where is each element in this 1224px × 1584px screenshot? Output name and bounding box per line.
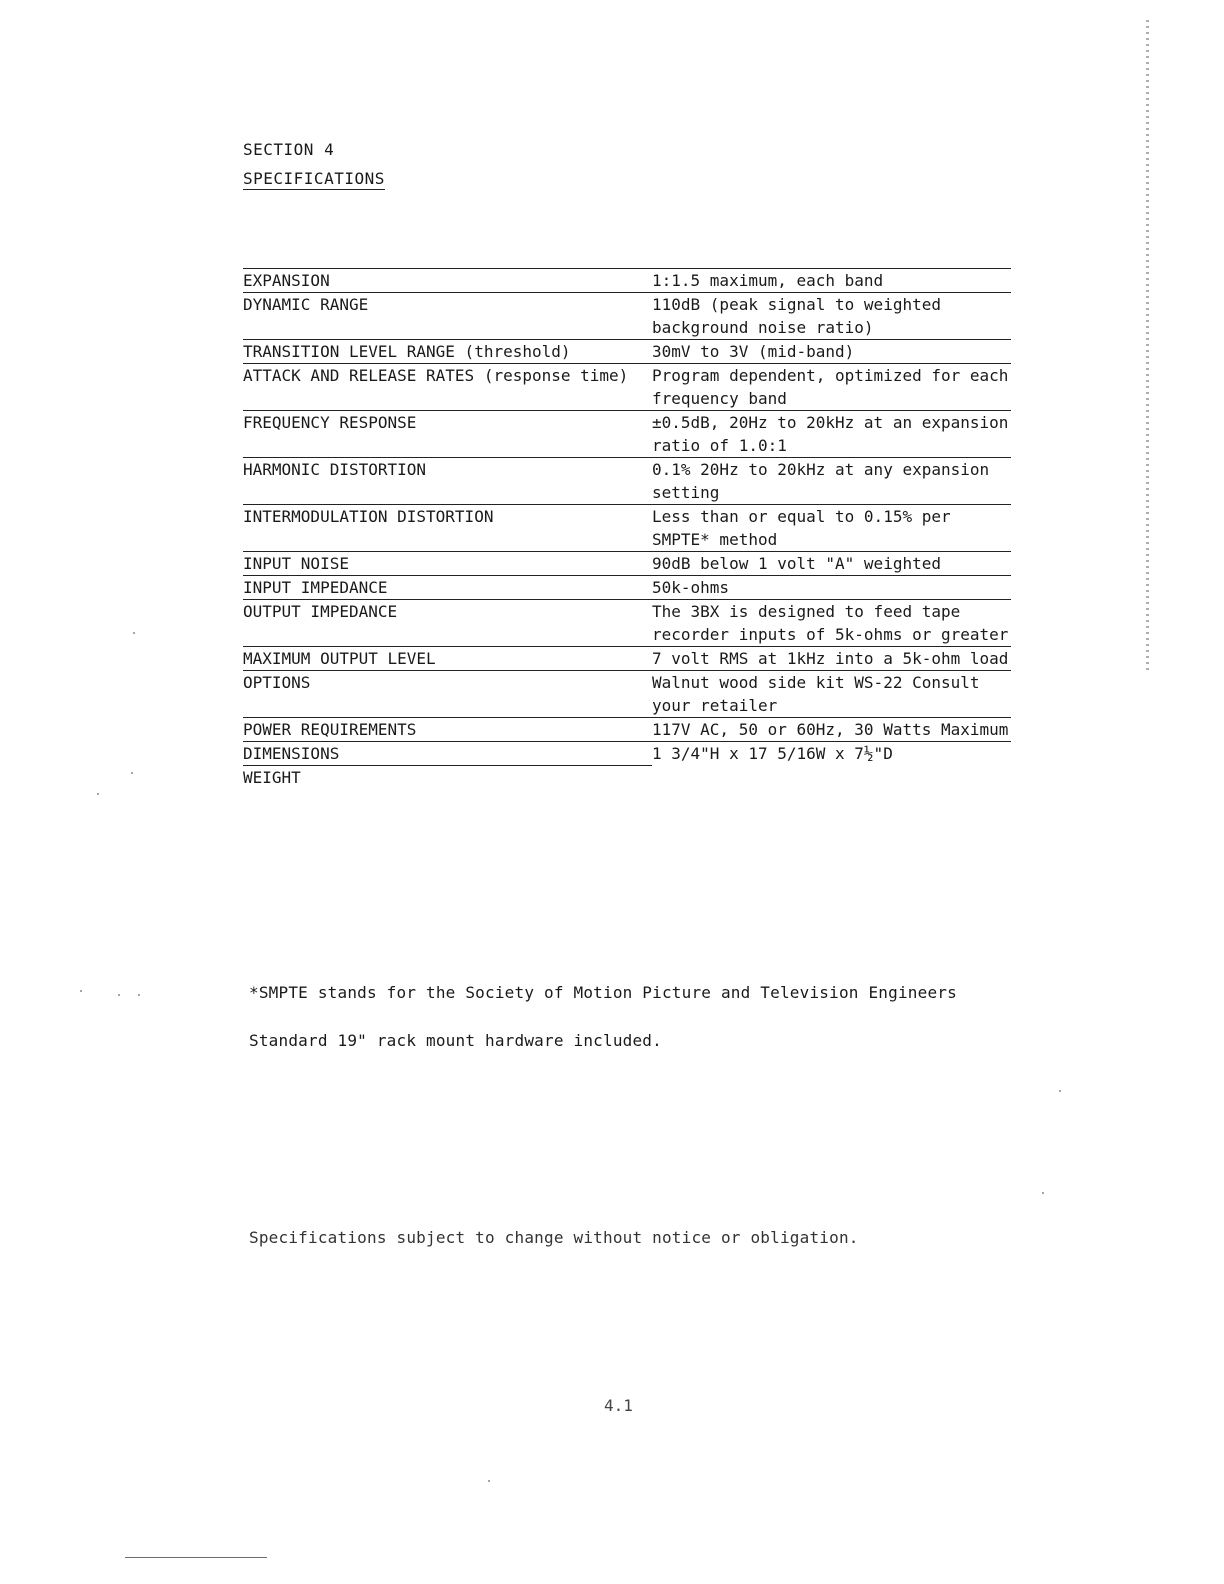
spec-label: MAXIMUM OUTPUT LEVEL xyxy=(243,647,652,671)
spec-value: The 3BX is designed to feed tape recorder inputs of 5k-ohms or greater xyxy=(652,600,1011,647)
spec-value: ±0.5dB, 20Hz to 20kHz at an expansion ratio of 1.0:1 xyxy=(652,411,1011,458)
spec-row xyxy=(243,269,1011,293)
spec-value: 1:1.5 maximum, each band xyxy=(652,269,1011,293)
spec-row xyxy=(243,364,1011,411)
spec-row xyxy=(243,552,1011,576)
disclaimer-note: Specifications subject to change without notice or obligation. xyxy=(249,1228,859,1247)
spec-value: 30mV to 3V (mid-band) xyxy=(652,340,1011,364)
spec-row xyxy=(243,340,1011,364)
spec-value: 0.1% 20Hz to 20kHz at any expansion setting xyxy=(652,458,1011,505)
rack-mount-note: Standard 19" rack mount hardware included. xyxy=(249,1031,662,1050)
spec-row xyxy=(243,671,1011,718)
scan-speck xyxy=(131,772,133,774)
spec-row xyxy=(243,718,1011,742)
scan-speck xyxy=(133,632,135,634)
spec-label: OPTIONS xyxy=(243,671,652,718)
scan-speck xyxy=(1059,1090,1061,1092)
specifications-table xyxy=(243,268,1011,789)
spec-row xyxy=(243,505,1011,552)
spec-label: ATTACK AND RELEASE RATES (response time) xyxy=(243,364,652,411)
spec-label: WEIGHT xyxy=(243,766,652,790)
spec-label: INPUT NOISE xyxy=(243,552,652,576)
spec-row xyxy=(243,647,1011,671)
spec-row xyxy=(243,600,1011,647)
spec-label: OUTPUT IMPEDANCE xyxy=(243,600,652,647)
spec-label: HARMONIC DISTORTION xyxy=(243,458,652,505)
spec-label: INTERMODULATION DISTORTION xyxy=(243,505,652,552)
scan-edge-mark xyxy=(1146,20,1149,670)
spec-value xyxy=(652,766,1011,790)
spec-row xyxy=(243,458,1011,505)
scan-speck xyxy=(97,793,99,795)
spec-row xyxy=(243,576,1011,600)
scan-speck xyxy=(1042,1192,1044,1194)
spec-value: Walnut wood side kit WS-22 Consult your retailer xyxy=(652,671,1011,718)
scan-speck xyxy=(138,994,140,996)
spec-row xyxy=(243,766,1011,790)
spec-value: 1 3/4"H x 17 5/16W x 7½"D xyxy=(652,742,1011,766)
page-number: 4.1 xyxy=(604,1396,633,1415)
spec-value: 117V AC, 50 or 60Hz, 30 Watts Maximum xyxy=(652,718,1011,742)
spec-value: Less than or equal to 0.15% per SMPTE* method xyxy=(652,505,1011,552)
smpte-footnote: *SMPTE stands for the Society of Motion Picture and Television Engineers xyxy=(249,983,957,1002)
scan-speck xyxy=(488,1480,490,1482)
spec-row xyxy=(243,742,1011,766)
spec-label: TRANSITION LEVEL RANGE (threshold) xyxy=(243,340,652,364)
page-title: SPECIFICATIONS xyxy=(243,169,385,188)
spec-value: 110dB (peak signal to weighted background noise ratio) xyxy=(652,293,1011,340)
spec-value: 7 volt RMS at 1kHz into a 5k-ohm load xyxy=(652,647,1011,671)
spec-label: INPUT IMPEDANCE xyxy=(243,576,652,600)
scan-bottom-line xyxy=(125,1557,267,1558)
spec-row xyxy=(243,293,1011,340)
spec-label: DYNAMIC RANGE xyxy=(243,293,652,340)
spec-label: POWER REQUIREMENTS xyxy=(243,718,652,742)
spec-label: EXPANSION xyxy=(243,269,652,293)
scan-speck xyxy=(118,994,120,996)
spec-label: DIMENSIONS xyxy=(243,742,652,766)
spec-row xyxy=(243,411,1011,458)
spec-value: 50k-ohms xyxy=(652,576,1011,600)
spec-label: FREQUENCY RESPONSE xyxy=(243,411,652,458)
scan-speck xyxy=(80,990,82,992)
spec-value: 90dB below 1 volt "A" weighted xyxy=(652,552,1011,576)
section-number: SECTION 4 xyxy=(243,140,335,159)
spec-value: Program dependent, optimized for each frequency band xyxy=(652,364,1011,411)
